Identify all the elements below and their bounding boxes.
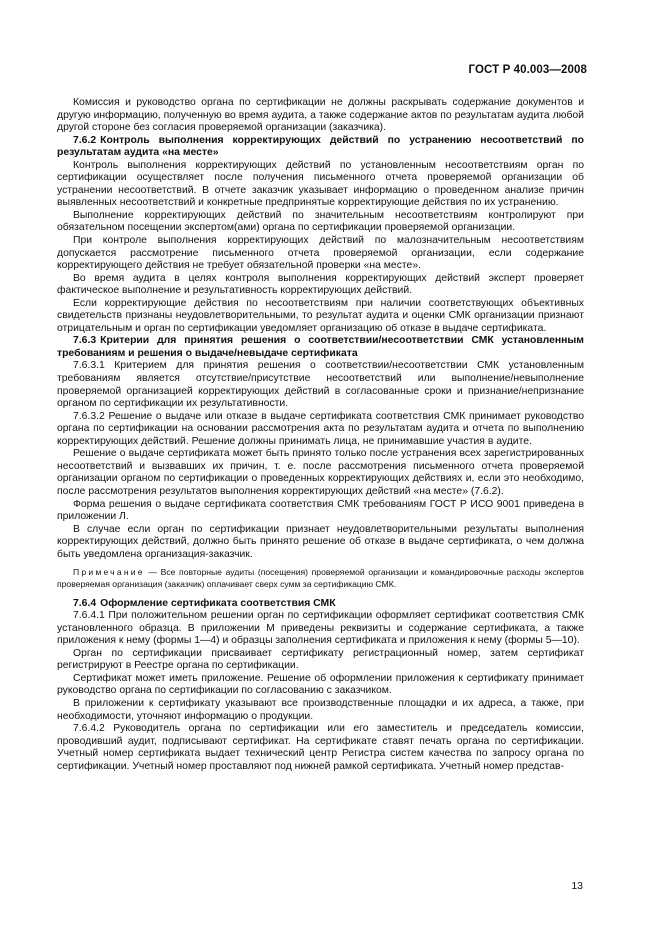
paragraph-7-6-4-1: 7.6.4.1 При положительном решении орган по сертификации оформляет сертификат соответствия СМК установленного образца. В приложении М приведены реквизиты и содержание сертификата, а также приложения к нему (формы 1—4) и образцы заполнения сертификата и приложения к нему (формы 5—10). <box>57 610 584 647</box>
paragraph-minor-nonconformities: При контроле выполнения корректирующих действий по малозначительным несоответствиям допускается рассмотрение письменного отчета проверяемой организации, если содержание корректирующего действия не требует обязательной проверки «на месте». <box>57 235 584 272</box>
page-number: 13 <box>571 880 583 892</box>
section-number: 7.6.2 <box>73 134 97 146</box>
paragraph-certificate-annex: Сертификат может иметь приложение. Решение об оформлении приложения к сертификату принимает руководство органа по сертификации по согласованию с заказчиком. <box>57 672 584 697</box>
document-standard-code: ГОСТ Р 40.003—2008 <box>468 64 587 76</box>
section-number: 7.6.4 <box>73 597 97 609</box>
note <box>57 566 584 590</box>
note-text: — Все повторные аудиты (посещения) проверяемой организации и командировочные расходы экспертов проверяемая организация (заказчик) оплачивает сверх сумм за сертификацию СМК. <box>57 567 584 590</box>
paragraph-major-nonconformities: Выполнение корректирующих действий по значительным несоответствиям контролируют при обязательном посещении экспертом(ами) органа по сертификации проверяемой организации. <box>57 209 584 234</box>
paragraph-refusal: В случае если орган по сертификации признает неудовлетворительными результаты выполнения корректирующих действий, должно быть принято решение об отказе в выдаче сертификата, о чем должна быть уведомлена организация-заказчик. <box>57 523 584 560</box>
paragraph-unsatisfactory-actions: Если корректирующие действия по несоответствиям при наличии соответствующих объективных свидетельств признаны неудовлетворительными, то результат аудита и оценки СМК организации признают отрицательным и орган по сертификации уведомляет организацию об отказе в выдаче сертификата. <box>57 297 584 334</box>
paragraph-annex-contents: В приложении к сертификату указывают все производственные площадки и их адреса, а также, при необходимости, уточняют информацию о продукции. <box>57 698 584 722</box>
paragraph-7-6-4-2: 7.6.4.2 Руководитель органа по сертификации или его заместитель и председатель комиссии, проводивший аудит, подписывают сертификат. На сертификате ставят печать органа по сертификации. Учетный номер сертификата выдает технический центр Регистра систем качества по запросу органа по сертификации. Учетный номер проставляют под нижней рамкой сертификата. Учетный номер представ- <box>57 723 584 772</box>
section-number: 7.6.3 <box>73 335 97 347</box>
paragraph-decision-form: Форма решения о выдаче сертификата соответствия СМК требованиям ГОСТ Р ИСО 9001 приведена в приложении Л. <box>57 498 584 523</box>
document-body <box>57 97 584 773</box>
section-heading-7-6-3 <box>57 335 584 360</box>
paragraph-confidentiality: Комиссия и руководство органа по сертификации не должны раскрывать содержание документов и другую информацию, полученную во время аудита, а также содержание актов по результатам аудита любой другой стороне без согласия проверяемой организации (заказчика). <box>57 97 584 134</box>
section-title: Оформление сертификата соответствия СМК <box>100 597 336 609</box>
paragraph-registration-number: Орган по сертификации присваивает сертификату регистрационный номер, затем сертификат регистрируют в Реестре органа по сертификации. <box>57 647 584 672</box>
paragraph-corrective-control: Контроль выполнения корректирующих действий по установленным несоответствиям орган по сертификации осуществляет после получения письменного отчета проверяемой организации об устранении несоответствий. В отчете заказчик указывает информацию о проведенном анализе причин выявленных несоответствий и конкретные предпринятые корректирующие действия по их устранению. <box>57 159 584 209</box>
paragraph-audit-verification: Во время аудита в целях контроля выполнения корректирующих действий эксперт проверяет фактическое выполнение и результативность корректирующих действий. <box>57 272 584 297</box>
section-title: Контроль выполнения корректирующих действий по устранению несоответствий по результатам аудита «на месте» <box>57 134 584 159</box>
paragraph-7-6-3-2: 7.6.3.2 Решение о выдаче или отказе в выдаче сертификата соответствия СМК принимает руководство органа по сертификации на основании рассмотрения акта по результатам аудита и отчета по выполнению корректирующих действий. Решение должны принимать лица, не принимавшие участия в аудите. <box>57 410 584 447</box>
section-title: Критерии для принятия решения о соответствии/несоответствии СМК установленным требованиям и решения о выдаче/невыдаче сертификата <box>57 335 584 359</box>
section-heading-7-6-2 <box>57 135 584 160</box>
paragraph-7-6-3-1: 7.6.3.1 Критерием для принятия решения о соответствии/несоответствии СМК установленным требованиям является отсутствие/присутствие несоответствий или выполнение/невыполнение проверяемой организацией корректирующих действий в согласованные сроки и признание/непризнание органом по сертификации их результативности. <box>57 360 584 410</box>
section-heading-7-6-4 <box>57 598 584 611</box>
paragraph-certificate-decision: Решение о выдаче сертификата может быть принято только после устранения всех зарегистрированных несоответствий и вызвавших их причин, т. е. после рассмотрения письменного отчета проверяемой организации органом по сертификации о проведенных корректирующих действиях и, если это необходимо, после рассмотрения результатов выполнения корректирующих действий «на месте» (7.6.2). <box>57 448 584 497</box>
note-label: Примечание <box>73 567 145 578</box>
